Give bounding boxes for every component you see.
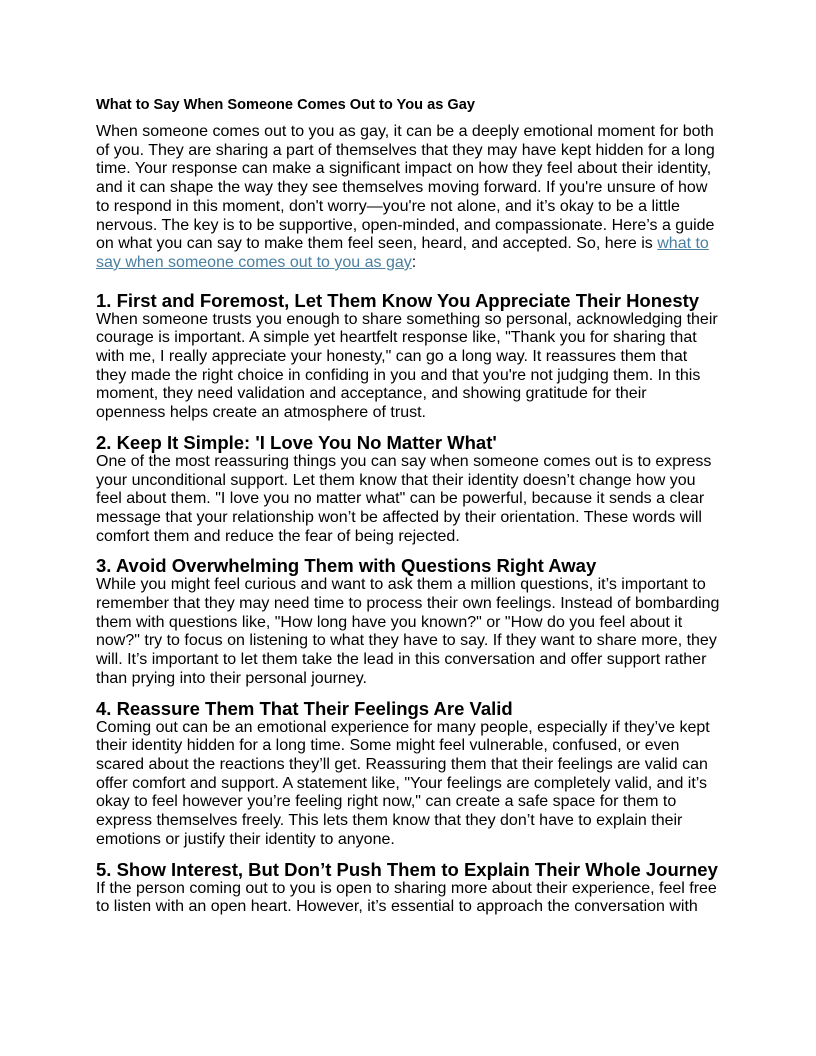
section-5 — [96, 859, 720, 917]
section-heading: 4. Reassure Them That Their Feelings Are Valid — [96, 697, 513, 719]
section-4 — [96, 698, 720, 850]
section-body: When someone trusts you enough to share something so personal, acknowledging their courage is important. A simple yet heartfelt response like, "Thank you for sharing that with me, I really appreciate your honesty," can go a long way. It reassures them that they made the right choice in confiding in you and that you're not judging them. In this moment, they need validation and acceptance, and showing gratitude for their openness helps create an atmosphere of trust. — [96, 310, 718, 422]
section-heading: 2. Keep It Simple: 'I Love You No Matter What' — [96, 431, 497, 453]
section-body: Coming out can be an emotional experience for many people, especially if they’ve kept their identity hidden for a long time. Some might feel vulnerable, confused, or even scared about the reactions they’ll get. Reassuring them that their feelings are valid can offer comfort and support. A statement like, "Your feelings are completely valid, and it’s okay to feel however you’re feeling right now," can create a safe space for them to express themselves freely. This lets them know that they don’t have to explain their emotions or justify their identity to anyone. — [96, 718, 710, 848]
section-heading: 3. Avoid Overwhelming Them with Questions Right Away — [96, 555, 597, 577]
section-body: One of the most reassuring things you can say when someone comes out is to express your unconditional support. Let them know that their identity doesn’t change how you feel about them. "I love you no matter what" can be powerful, because it sends a clear message that your relationship won’t be affected by their orientation. These words will comfort them and reduce the fear of being rejected. — [96, 452, 712, 545]
document-page — [96, 96, 720, 926]
intro-text: When someone comes out to you as gay, it can be a deeply emotional moment for both of you. They are sharing a part of themselves that they may have kept hidden for a long time. Your response can make a significant impact on how they feel about their identity, and it can shape the way they see themselves moving forward. If you're unsure of how to respond in this moment, don't worry—you're not alone, and it’s okay to be a little nervous. The key is to be supportive, open-minded, and compassionate. Here’s a guide on what you can say to make them feel seen, heard, and accepted. So, here is — [96, 123, 715, 253]
section-1 — [96, 290, 720, 423]
guide-link[interactable]: what to say when someone comes out to you as gay — [96, 235, 709, 271]
document-title: What to Say When Someone Comes Out to You as Gay — [96, 97, 475, 113]
section-3 — [96, 555, 720, 688]
intro-paragraph — [96, 123, 720, 273]
section-2 — [96, 432, 720, 547]
section-body: While you might feel curious and want to ask them a million questions, it’s important to remember that they may need time to process their own feelings. Instead of bombarding them with questions like, "How long have you known?" or "How do you feel about it now?" try to focus on listening to what they have to say. If they want to share more, they will. It’s important to let them take the lead in this conversation and offer support rather than prying into their personal journey. — [96, 576, 720, 687]
intro-trailing: : — [411, 253, 417, 271]
section-heading: 1. First and Foremost, Let Them Know You Appreciate Their Honesty — [96, 289, 700, 311]
section-heading: 5. Show Interest, But Don’t Push Them to Explain Their Whole Journey — [96, 858, 718, 880]
section-body: If the person coming out to you is open to sharing more about their experience, feel free to listen with an open heart. However, it’s essential to approach the conversation with — [96, 879, 717, 916]
